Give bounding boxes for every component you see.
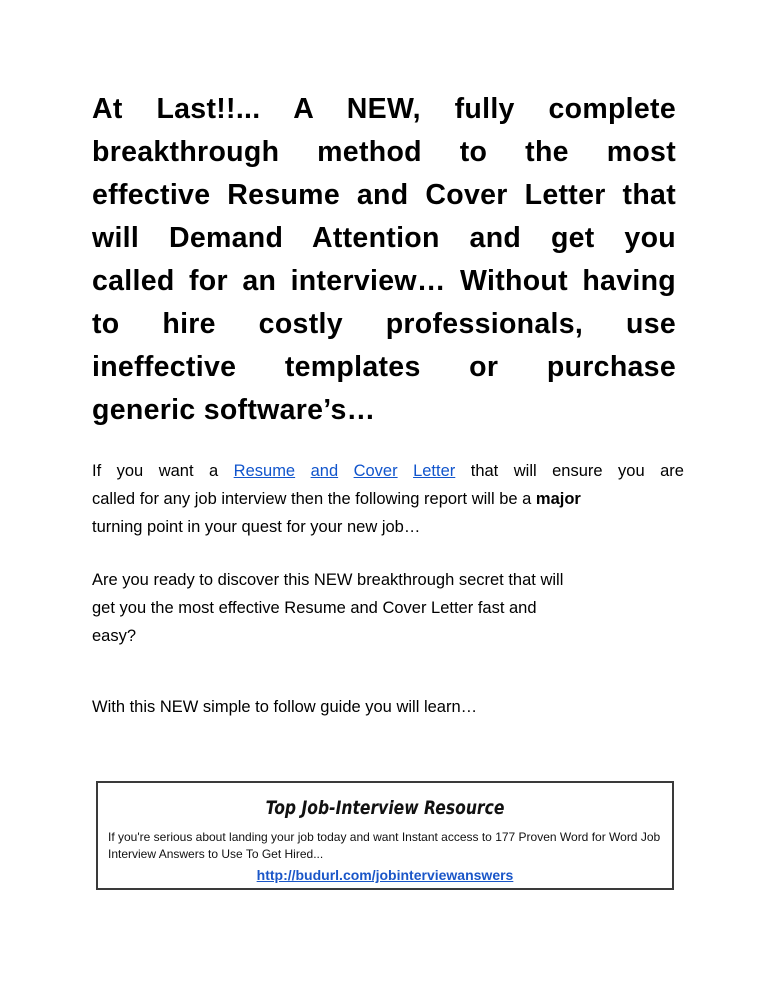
headline <box>92 88 676 432</box>
headline-line: generic software’s… <box>92 394 376 426</box>
headline-line: At Last!!... A NEW, fully complete <box>92 93 676 125</box>
intro-lead-text: If you want a <box>92 462 219 480</box>
banner-title: Top Job-Interview Resource <box>265 797 505 819</box>
headline-line: will Demand Attention and get you <box>92 222 676 254</box>
cover-link[interactable]: Cover <box>353 462 398 480</box>
intro-line-2 <box>92 485 684 513</box>
banner-link[interactable]: http://budurl.com/jobinterviewanswers <box>256 867 514 883</box>
headline-line: effective Resume and Cover Letter that <box>92 179 676 211</box>
resume-link[interactable]: Resume <box>233 462 296 480</box>
headline-line: to hire costly professionals, use <box>92 308 676 340</box>
headline-line: called for an interview… Without having <box>92 265 676 297</box>
resource-banner[interactable] <box>96 781 674 890</box>
major-emphasis: major <box>535 490 581 508</box>
question-paragraph <box>92 566 684 650</box>
question-line: get you the most effective Resume and Cover Letter fast and <box>92 599 537 617</box>
intro-paragraph <box>92 457 684 541</box>
intro-tail-text: that will ensure you are <box>470 462 684 480</box>
intro-line-3: turning point in your quest for your new job… <box>92 518 421 536</box>
and-link[interactable]: and <box>310 462 339 480</box>
headline-line: ineffective templates or purchase <box>92 351 676 383</box>
learn-line: With this NEW simple to follow guide you will learn… <box>92 698 478 716</box>
letter-link[interactable]: Letter <box>413 462 456 480</box>
learn-paragraph <box>92 693 684 721</box>
intro-line-2-text: called for any job interview then the following report will be a <box>92 490 532 508</box>
question-line: easy? <box>92 627 137 645</box>
question-line: Are you ready to discover this NEW breakthrough secret that will <box>92 571 564 589</box>
banner-body: If you're serious about landing your job today and want Instant access to 177 Proven Word for Word Job Interview Answers to Use To Get Hired... <box>108 830 661 861</box>
headline-line: breakthrough method to the most <box>92 136 676 168</box>
intro-line-1 <box>92 457 684 485</box>
